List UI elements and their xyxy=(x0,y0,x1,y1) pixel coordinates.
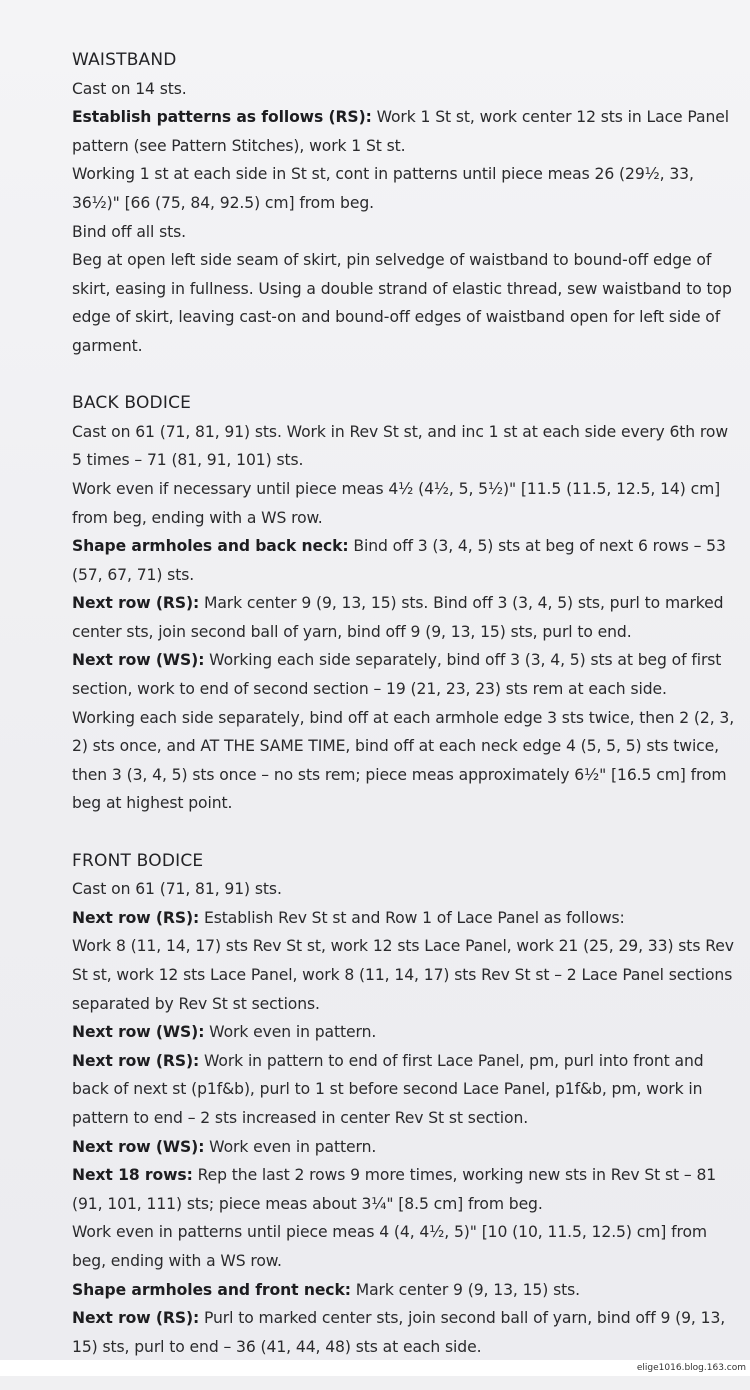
section-waistband xyxy=(72,46,737,361)
paragraph-text: Work 1 St st, work center 12 sts in Lace Panel pattern (see Pattern Stitches), work 1 St st. xyxy=(72,108,729,155)
lead-in: Next row (WS): xyxy=(72,1023,205,1042)
paragraph: Work even in patterns until piece meas 4 (4, 4½, 5)" [10 (10, 11.5, 12.5) cm] from beg, ending with a WS row. xyxy=(72,1223,708,1270)
paragraph xyxy=(72,646,737,703)
paragraph-text: Mark center 9 (9, 13, 15) sts. Bind off 3 (3, 4, 5) sts, purl to marked center sts, join second ball of yarn, bind off 9 (9, 13, 15) sts, purl to end. xyxy=(72,594,724,641)
paragraph-text: Work in pattern to end of first Lace Panel, pm, purl into front and back of next st (p1f&b), purl to 1 st before second Lace Panel, p1f&b, pm, work in pattern to end – 2 sts increased in center Rev St st section. xyxy=(72,1051,704,1127)
paragraph: Bind off all sts. xyxy=(72,222,187,241)
paragraph xyxy=(72,1304,737,1361)
paragraph xyxy=(72,1133,737,1162)
paragraph-text: Working each side separately, bind off 3 (3, 4, 5) sts at beg of first section, work to end of second section – 19 (21, 23, 23) sts rem at each side. xyxy=(72,651,722,699)
paragraph xyxy=(72,589,737,646)
paragraph: Work 8 (11, 14, 17) sts Rev St st, work 12 sts Lace Panel, work 21 (25, 29, 33) sts Rev St st, work 12 sts Lace Panel, work 8 (11, 14, 17) sts Rev St st – 2 Lace Panel sections separated by Rev St st sections. xyxy=(72,937,734,1013)
paragraph-text: Purl to marked center sts, join second ball of yarn, bind off 9 (9, 13, 15) sts, purl to end – 36 (41, 44, 48) sts at each side. xyxy=(72,1309,726,1356)
paragraph-text: Work even in pattern. xyxy=(204,1023,377,1042)
paragraph xyxy=(72,1018,737,1047)
heading-back-bodice: BACK BODICE xyxy=(72,393,192,414)
section-back-bodice xyxy=(72,389,737,818)
lead-in: Shape armholes and front neck: xyxy=(72,1280,351,1299)
paragraph xyxy=(72,1047,737,1133)
lead-in: Next row (WS): xyxy=(72,651,205,670)
lead-in: Next row (RS): xyxy=(72,1051,200,1070)
lead-in: Shape armholes and back neck: xyxy=(72,537,349,556)
paragraph: Working each side separately, bind off at each armhole edge 3 sts twice, then 2 (2, 3, 2) sts once, and AT THE SAME TIME, bind off at each neck edge 4 (5, 5, 5) sts twice, then 3 (3, 4, 5) sts once – no sts rem; piece meas approximately 6½" [16.5 cm] from beg at highest point. xyxy=(72,708,735,813)
paragraph: Working 1 st at each side in St st, cont in patterns until piece meas 26 (29½, 33, 36½)" [66 (75, 84, 92.5) cm] from beg. xyxy=(72,165,694,212)
heading-front-bodice: FRONT BODICE xyxy=(72,850,204,871)
lead-in: Next row (RS): xyxy=(72,594,200,613)
paragraph xyxy=(72,904,737,933)
paragraph: Cast on 61 (71, 81, 91) sts. Work in Rev St st, and inc 1 st at each side every 6th row 5 times – 71 (81, 91, 101) sts. xyxy=(72,422,728,470)
paragraph-text: Mark center 9 (9, 13, 15) sts. xyxy=(350,1280,581,1299)
watermark: elige1016.blog.163.com xyxy=(636,1363,746,1373)
paragraph xyxy=(72,532,737,589)
paragraph: Cast on 61 (71, 81, 91) sts. xyxy=(72,880,282,899)
paragraph: Beg at open left side seam of skirt, pin selvedge of waistband to bound-off edge of skirt, easing in fullness. Using a double strand of elastic thread, sew waistband to top edge of skirt, leaving cast-on and bound-off edges of waistband open for left side of garment. xyxy=(72,251,732,355)
paragraph: Cast on 14 sts. xyxy=(72,79,187,98)
paragraph xyxy=(72,103,737,160)
lead-in: Next 18 rows: xyxy=(72,1166,193,1185)
section-front-bodice xyxy=(72,847,737,1362)
paragraph-text: Bind off 3 (3, 4, 5) sts at beg of next 6 rows – 53 (57, 67, 71) sts. xyxy=(72,537,726,584)
lead-in: Next row (RS): xyxy=(72,908,200,927)
paragraph xyxy=(72,1161,737,1218)
paragraph-text: Work even in pattern. xyxy=(204,1137,377,1156)
lead-in: Establish patterns as follows (RS): xyxy=(72,108,372,127)
lead-in: Next row (RS): xyxy=(72,1309,200,1328)
pattern-text xyxy=(72,46,737,1390)
paragraph-text: Establish Rev St st and Row 1 of Lace Panel as follows: xyxy=(199,908,625,927)
heading-waistband: WAISTBAND xyxy=(72,50,177,70)
paragraph: Work even if necessary until piece meas 4½ (4½, 5, 5½)" [11.5 (11.5, 12.5, 14) cm] from beg, ending with a WS row. xyxy=(72,479,721,527)
lead-in: Next row (WS): xyxy=(72,1137,205,1156)
paragraph xyxy=(72,1276,737,1305)
paragraph-text: Rep the last 2 rows 9 more times, working new sts in Rev St st – 81 (91, 101, 111) sts; piece meas about 3¼" [8.5 cm] from beg. xyxy=(72,1166,717,1213)
